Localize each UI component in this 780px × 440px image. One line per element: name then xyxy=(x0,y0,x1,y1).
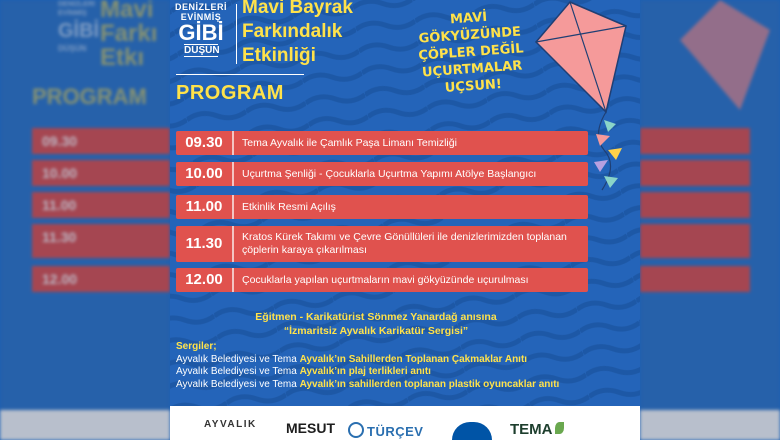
schedule-item xyxy=(176,268,588,292)
wing-overlay xyxy=(0,0,170,440)
exhibitions-heading: Sergiler; xyxy=(176,341,217,352)
sponsor-mesut-logo: MESUT xyxy=(286,420,335,436)
logo-line4: DÜŞÜN xyxy=(184,45,220,56)
title-line3: Etkinliği xyxy=(242,45,316,66)
trainer-line1: Eğitmen - Karikatürist Sönmez Yanardağ anısına xyxy=(255,311,497,323)
exhibition-prefix: Ayvalık Belediyesi ve Tema xyxy=(176,378,300,390)
wing-logo-line1: DENİZLERİ xyxy=(58,1,95,8)
wing-overlay xyxy=(640,0,780,440)
title-divider xyxy=(176,74,304,75)
slogan-line4: UÇURTMALAR xyxy=(421,58,523,81)
wing-row: 10.00 xyxy=(32,160,170,186)
logo-line3: GİBİ xyxy=(178,20,224,45)
slogan-line5: UÇSUN! xyxy=(444,76,503,96)
wing-logo-line4: DÜŞÜN xyxy=(58,44,87,53)
turcev-icon xyxy=(348,422,364,438)
sponsor-ayvalik-logo: AYVALIK xyxy=(204,419,257,430)
exhibition-prefix: Ayvalık Belediyesi ve Tema xyxy=(176,366,300,377)
exhibition-item xyxy=(176,379,606,392)
schedule-desc: Tema Ayvalık ile Çamlık Paşa Limanı Temizliği xyxy=(242,137,457,149)
background-blur-left xyxy=(0,0,170,440)
sponsor-strip xyxy=(170,406,640,440)
logo-divider xyxy=(236,4,237,64)
exhibition-title: Ayvalık’ın plaj terlikleri anıtı xyxy=(299,366,431,377)
exhibitions xyxy=(176,341,606,391)
background-blur-right xyxy=(640,0,780,440)
exhibition-title: Ayvalık’ın sahillerden toplanan plastik oyuncaklar anıtı xyxy=(299,378,560,390)
exhibition-title: Ayvalık’ın Sahillerden Toplanan Çakmaklar Anıtı xyxy=(299,353,528,365)
schedule-time: 10.00 xyxy=(176,162,234,186)
trainer-line2: “İzmaritsiz Ayvalık Karikatür Sergisi” xyxy=(283,325,469,337)
schedule-item xyxy=(176,226,588,262)
slogan-line3: ÇÖPLER DEĞİL xyxy=(417,41,525,64)
event-poster xyxy=(170,0,640,440)
wing-row: 11.00 xyxy=(32,192,170,218)
logo-line2: EVİNMİŞ xyxy=(180,12,222,22)
wing-row: 11.30 xyxy=(32,224,170,258)
schedule-item xyxy=(176,131,588,155)
slogan-line2: GÖKYÜZÜNDE xyxy=(418,24,522,47)
logo-line1: DENİZLERİ xyxy=(174,2,227,12)
wing-title-line1: Mavi xyxy=(100,0,154,23)
exhibition-item xyxy=(176,354,606,367)
program-heading: PROGRAM xyxy=(176,82,284,104)
schedule-time: 11.30 xyxy=(176,226,234,262)
cartoon-exhibition-note xyxy=(170,310,582,338)
wing-row: 12.00 xyxy=(32,266,170,292)
schedule-desc: Etkinlik Resmi Açılış xyxy=(242,201,336,213)
sponsor-tema-logo: TEMA xyxy=(510,421,564,438)
wing-title-line2: Farkı xyxy=(100,20,158,47)
schedule-time: 11.00 xyxy=(176,195,234,219)
wing-logo-line3: GİBİ xyxy=(58,20,100,42)
schedule-item xyxy=(176,195,588,219)
wing-title-line3: Etkı xyxy=(100,44,145,71)
schedule-desc: Uçurtma Şenliği - Çocuklarla Uçurtma Yapımı Atölye Başlangıcı xyxy=(242,168,537,180)
blue-flag-logo xyxy=(452,422,492,440)
title-line1: Mavi Bayrak xyxy=(242,0,353,18)
schedule-time: 12.00 xyxy=(176,268,234,292)
event-title xyxy=(242,0,353,68)
schedule-item xyxy=(176,162,588,186)
sponsor-turcev-logo: TÜRÇEV xyxy=(348,422,423,439)
wing-row: 09.30 xyxy=(32,128,170,154)
leaf-icon xyxy=(555,422,564,434)
exhibition-item xyxy=(176,366,606,379)
schedule-desc: Çocuklarla yapılan uçurtmaların mavi gökyüzünde uçurulması xyxy=(242,274,529,286)
wing-logo-line2: EVİNMİŞ xyxy=(58,10,87,17)
exhibition-prefix: Ayvalık Belediyesi ve Tema xyxy=(176,353,300,365)
schedule-time: 09.30 xyxy=(176,131,234,155)
wing-program: PROGRAM xyxy=(32,84,147,109)
campaign-logo xyxy=(170,0,232,57)
slogan-line1: MAVİ xyxy=(449,9,488,28)
slogan xyxy=(403,6,539,100)
title-line2: Farkındalık xyxy=(242,21,343,42)
schedule-desc: Kratos Kürek Takımı ve Çevre Gönüllüleri ile denizlerimizden toplanan çöplerin karaya çıkarılması xyxy=(242,231,567,256)
